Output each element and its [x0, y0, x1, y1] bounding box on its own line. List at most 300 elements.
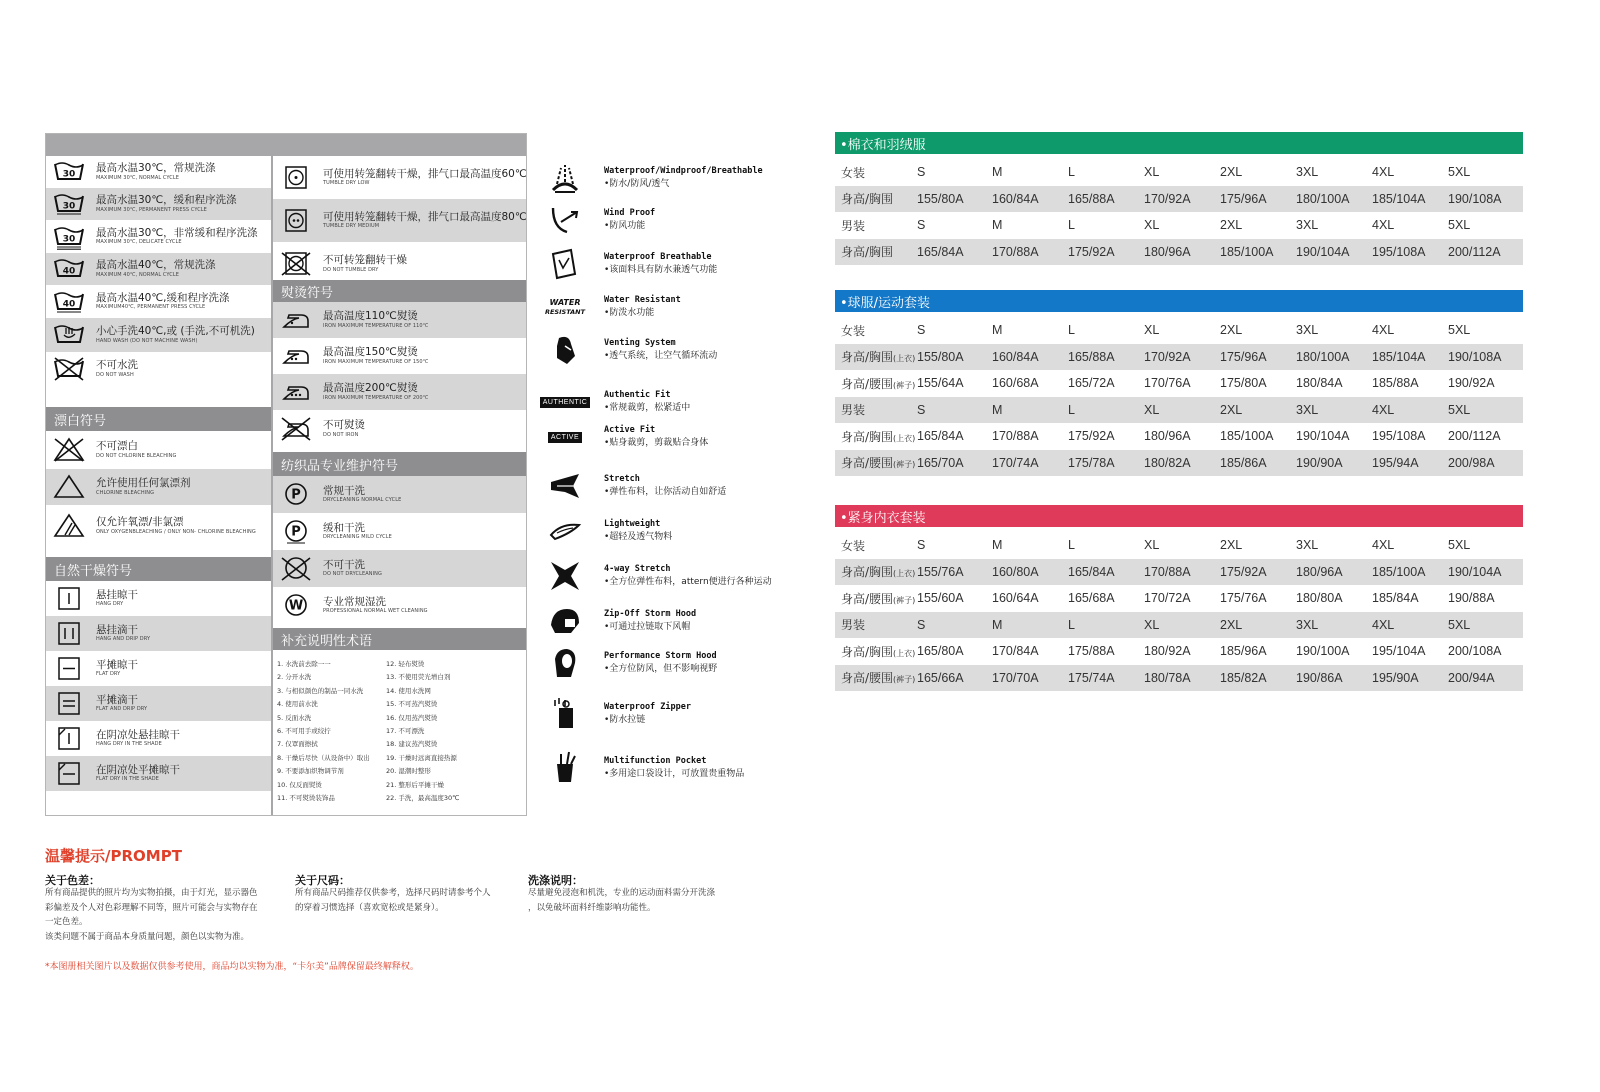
multifunction-pocket-icon — [540, 748, 590, 788]
care-symbol-row — [273, 199, 526, 242]
feature-name: Water Resistant — [604, 295, 681, 306]
feature-description: •可通过拉链取下风帽 — [604, 621, 691, 632]
table-row — [835, 186, 1523, 213]
care-symbol-row — [273, 410, 526, 448]
table-cell: 4XL — [1372, 397, 1448, 424]
do-not-wash-icon — [52, 356, 86, 382]
flat-drip-dry-icon — [52, 691, 86, 717]
table-cell: 170/88A — [1144, 559, 1220, 586]
table-cell: 195/104A — [1372, 644, 1426, 659]
lightweight-icon — [540, 511, 590, 551]
active-fit-icon — [540, 417, 590, 457]
feature-text — [604, 167, 763, 189]
table-cell: 170/74A — [992, 450, 1068, 477]
care-symbol-label: 最高水温40℃，常规洗涤 — [96, 259, 216, 272]
row-label — [835, 159, 917, 186]
feature-item — [540, 466, 726, 506]
table-cell: 2XL — [1220, 218, 1243, 233]
feature-description: •常规裁剪，松紧适中 — [604, 402, 691, 413]
care-symbol-row — [46, 431, 271, 469]
care-symbol-label: 悬挂滴干 — [96, 623, 138, 636]
zip-off-hood-icon — [540, 601, 590, 641]
do-not-tumble-dry-icon — [279, 251, 313, 277]
care-symbol-english: IRON MAXIMUM TEMPERATURE OF 110℃ — [323, 322, 429, 329]
row-label-sub: (上衣) — [893, 433, 916, 443]
feature-text — [604, 253, 717, 275]
feature-name: Stretch — [604, 474, 640, 485]
svg-text:40: 40 — [62, 266, 76, 277]
svg-text:WATER: WATER — [549, 298, 581, 307]
table-cell: 190/108A — [1448, 186, 1523, 213]
table-cell: 175/92A — [1220, 559, 1296, 586]
table-cell: 175/78A — [1068, 450, 1144, 477]
term-item: 21. 整形后平摊干燥 — [386, 780, 444, 789]
table-cell: M — [992, 323, 1003, 338]
table-cell: 175/80A — [1220, 376, 1267, 391]
care-symbol-english: MAXIMUM40℃, PERMANENT PRESS CYCLE — [96, 304, 206, 311]
svg-text:30: 30 — [62, 234, 76, 244]
table-cell: 165/80A — [917, 644, 964, 659]
care-symbol-text — [96, 260, 216, 278]
table-cell: 170/84A — [992, 644, 1039, 659]
care-symbol-row — [46, 318, 271, 352]
care-symbol-english: HAND WASH (DO NOT MACHINE WASH) — [96, 337, 198, 344]
prompt-line: 彩偏差及个人对色彩理解不同等，照片可能会与实物存在 — [45, 902, 258, 913]
svg-text:P: P — [291, 487, 301, 502]
row-label-sub: (上衣) — [893, 354, 916, 364]
table-row — [835, 397, 1523, 424]
feature-description: •透气系统，让空气循环流动 — [604, 350, 718, 361]
size-table-title: •球服/运动套装 — [835, 290, 1523, 312]
care-symbol-text — [323, 255, 407, 273]
term-item: 3. 与相似颜色的制品一同水洗 — [277, 686, 364, 695]
care-symbol-english: DO NOT TUMBLE DRY — [323, 266, 379, 273]
term-item: 13. 不使用荧光增白剂 — [386, 673, 451, 682]
care-symbol-english: MAXIMUM 30℃, NORMAL CYCLE — [96, 174, 180, 181]
row-label — [835, 638, 917, 665]
table-cell: 165/88A — [1068, 186, 1144, 213]
table-cell: L — [1068, 612, 1144, 639]
care-symbol-label: 不可转笼翻转干燥 — [323, 254, 407, 267]
feature-item — [540, 417, 708, 457]
table-cell: XL — [1144, 165, 1160, 180]
natural-dry-section-header: 自然干燥符号 — [46, 557, 271, 581]
size-table — [835, 532, 1523, 691]
table-cell: 180/84A — [1296, 376, 1343, 391]
term-item: 19. 干燥时远离直接热源 — [386, 753, 457, 762]
term-item: 9. 不要添加织物调节剂 — [277, 767, 344, 776]
performance-hood-icon — [540, 643, 590, 683]
feature-text — [604, 757, 744, 779]
table-cell: 170/92A — [1144, 186, 1220, 213]
table-row — [835, 665, 1523, 692]
row-label — [835, 559, 917, 586]
feature-name: Zip-Off Storm Hood — [604, 609, 697, 620]
table-cell: L — [1068, 323, 1075, 338]
hand-wash-icon — [52, 322, 86, 348]
table-cell: 3XL — [1296, 538, 1319, 553]
table-cell: 160/80A — [992, 559, 1068, 586]
feature-item — [540, 511, 672, 551]
feature-name: Lightweight — [604, 519, 661, 530]
care-symbol-label: 最高水温30℃，缓和程序洗涤 — [96, 194, 237, 207]
care-symbol-label: 缓和干洗 — [323, 521, 365, 534]
term-item: 12. 轻布熨烫 — [386, 660, 425, 668]
row-label-text: 身高/腰围 — [841, 671, 894, 686]
bleach-section-header: 漂白符号 — [46, 407, 271, 431]
table-cell: XL — [1144, 612, 1220, 639]
table-cell: S — [917, 165, 926, 180]
table-cell: XL — [1144, 218, 1160, 233]
row-label-sub: (裤子) — [893, 460, 916, 470]
table-row — [835, 450, 1523, 477]
table-cell: 180/96A — [1296, 559, 1372, 586]
table-cell: 2XL — [1220, 612, 1296, 639]
care-symbol-text — [96, 695, 147, 713]
care-symbol-english: PROFESSIONAL NORMAL WET CLEANING — [323, 608, 428, 615]
care-symbol-row — [46, 285, 271, 318]
feature-item — [540, 694, 691, 734]
prompt-line: 该类问题不属于商品本身质量问题，颜色以实物为准。 — [45, 931, 250, 942]
care-symbol-label: 最高温度150℃熨烫 — [323, 346, 418, 359]
table-cell: 165/72A — [1068, 376, 1115, 391]
care-symbol-english: CHLORINE BLEACHING — [96, 489, 155, 496]
disclaimer: *本图册相关图片以及数据仅供参考使用，商品均以实物为准，“卡尔美”品牌保留最终解释权。 — [45, 962, 419, 972]
table-cell: 3XL — [1296, 612, 1372, 639]
table-cell: 155/60A — [917, 591, 964, 606]
table-cell: 160/68A — [992, 376, 1039, 391]
feature-text — [604, 703, 691, 725]
table-cell: 200/112A — [1448, 429, 1501, 444]
care-symbol-label: 小心手洗40℃,或 (手洗,不可机洗) — [96, 325, 255, 338]
table-cell: 170/88A — [992, 239, 1068, 266]
care-symbol-text — [323, 169, 527, 187]
care-symbol-row — [273, 587, 526, 624]
care-symbol-row — [46, 156, 271, 188]
table-cell: 190/100A — [1296, 644, 1350, 659]
do-not-dryclean-icon — [279, 556, 313, 582]
prompt-line: 尽量避免浸泡和机洗，专业的运动面料需分开洗涤 — [528, 888, 716, 898]
row-label-text: 身高/腰围 — [841, 591, 894, 606]
feature-item — [540, 382, 690, 422]
feature-item — [540, 200, 655, 240]
feature-description: •防泼水功能 — [604, 307, 655, 318]
care-symbol-text — [323, 420, 365, 438]
care-symbol-row — [273, 374, 526, 410]
breathable-membrane-icon — [540, 244, 590, 284]
prompt-line: 所有商品尺码推荐仅供参考，选择尺码时请参考个人 — [295, 888, 491, 898]
table-cell: 185/104A — [1372, 344, 1448, 371]
row-label-text: 身高/胸围 — [841, 644, 894, 659]
feature-text — [604, 475, 726, 497]
table-cell: 2XL — [1220, 323, 1243, 338]
care-symbol-row — [46, 721, 271, 756]
table-cell: 180/96A — [1144, 239, 1220, 266]
term-item: 10. 仅反面熨烫 — [277, 780, 322, 789]
table-cell: 5XL — [1448, 323, 1471, 338]
table-cell: 190/104A — [1296, 429, 1350, 444]
drip-dry-icon — [52, 621, 86, 647]
stretch-icon — [540, 466, 590, 506]
row-label-text: 身高/胸围 — [841, 192, 894, 207]
table-cell: XL — [1144, 397, 1220, 424]
row-label-text: 男装 — [841, 618, 866, 633]
term-item: 17. 不可漂洗 — [386, 727, 425, 736]
care-symbol-label: 不可熨烫 — [323, 419, 365, 432]
table-row — [835, 638, 1523, 665]
care-symbol-row — [273, 156, 526, 199]
feature-text — [604, 610, 696, 632]
row-label — [835, 344, 917, 371]
care-symbol-label: 可使用转笼翻转干燥，排气口最高温度80℃ — [323, 210, 527, 223]
term-item: 14. 使用水洗网 — [386, 686, 431, 695]
table-cell: 155/76A — [917, 559, 992, 586]
feature-description: •全方位弹性布料，attern便进行各种运动 — [604, 576, 772, 587]
feature-item — [540, 330, 717, 370]
iron-high-icon — [279, 379, 313, 405]
table-cell: 165/70A — [917, 450, 992, 477]
care-symbol-text — [96, 360, 138, 378]
table-cell: 175/88A — [1068, 644, 1115, 659]
row-label-sub: (上衣) — [893, 648, 916, 658]
care-symbol-text — [96, 730, 180, 748]
care-symbol-row — [46, 756, 271, 791]
table-cell: M — [992, 165, 1003, 180]
row-label-text: 身高/腰围 — [841, 376, 894, 391]
tumble-dry-low-icon — [279, 165, 313, 191]
care-symbol-english: HANG AND DRIP DRY — [96, 636, 151, 643]
bleach-allowed-icon — [52, 474, 86, 500]
row-label-sub: (裤子) — [893, 675, 916, 685]
size-table-title: •棉衣和羽绒服 — [835, 132, 1523, 154]
table-cell: 5XL — [1448, 612, 1523, 639]
row-label — [835, 239, 917, 266]
table-cell: S — [917, 538, 926, 553]
feature-description: •超轻及透气物料 — [604, 531, 673, 542]
table-row — [835, 344, 1523, 371]
care-symbol-text — [323, 560, 382, 578]
care-symbol-text — [323, 597, 428, 615]
table-cell: 4XL — [1372, 323, 1395, 338]
care-symbol-label: 仅允许氧漂/非氯漂 — [96, 516, 184, 529]
feature-item — [540, 601, 696, 641]
care-symbol-text — [323, 486, 401, 504]
care-symbol-label: 在阴凉处平摊晾干 — [96, 763, 180, 776]
feature-text — [604, 565, 772, 587]
color-note-title: 关于色差： — [45, 874, 100, 887]
care-symbol-english: MAXIMUM 30℃, DELICATE CYCLE — [96, 239, 182, 246]
feature-description: •防风功能 — [604, 220, 646, 231]
wash-30-icon — [52, 159, 86, 185]
table-cell: M — [992, 397, 1068, 424]
table-cell: 180/80A — [1296, 591, 1343, 606]
care-symbol-label: 最高水温30℃，非常缓和程序洗涤 — [96, 226, 258, 239]
feature-description: •防水拉链 — [604, 714, 646, 725]
care-symbol-text — [96, 326, 255, 344]
table-cell: 3XL — [1296, 165, 1319, 180]
feature-text — [604, 296, 681, 318]
table-row — [835, 423, 1523, 450]
table-row — [835, 159, 1523, 186]
feature-item — [540, 244, 717, 284]
venting-system-icon — [540, 330, 590, 370]
table-cell: 175/74A — [1068, 665, 1144, 692]
feature-text — [604, 426, 708, 448]
wash-40-icon — [52, 256, 86, 282]
care-symbol-text — [96, 590, 138, 608]
table-cell: 200/94A — [1448, 665, 1523, 692]
feature-text — [604, 652, 717, 674]
care-symbol-text — [96, 228, 258, 246]
table-cell: 190/92A — [1448, 376, 1495, 391]
row-label-text: 男装 — [841, 403, 866, 418]
four-way-stretch-icon — [540, 556, 590, 596]
table-cell: 185/88A — [1372, 376, 1419, 391]
table-cell: 170/72A — [1144, 591, 1191, 606]
care-symbol-text — [323, 212, 527, 230]
terms-list-right — [386, 658, 459, 805]
table-cell: L — [1068, 538, 1075, 553]
term-item: 2. 分开水洗 — [277, 673, 312, 682]
feature-item — [540, 158, 763, 198]
svg-text:30: 30 — [62, 169, 76, 180]
care-symbol-row — [46, 188, 271, 220]
flat-dry-icon — [52, 656, 86, 682]
table-cell: 165/84A — [917, 429, 964, 444]
care-symbol-label: 平摊晾干 — [96, 658, 138, 671]
care-symbol-english: TUMBLE DRY MEDIUM — [323, 223, 380, 230]
row-label — [835, 532, 917, 559]
wash-note-title: 洗涤说明： — [528, 874, 583, 887]
care-symbol-text — [96, 517, 256, 535]
table-row — [835, 532, 1523, 559]
row-label-text: 男装 — [841, 218, 866, 233]
table-cell: 4XL — [1372, 218, 1395, 233]
term-item: 20. 湿潮时整形 — [386, 767, 431, 776]
prompt-title: 温馨提示/PROMPT — [45, 847, 182, 865]
table-cell: 200/112A — [1448, 239, 1523, 266]
care-symbol-row — [46, 253, 271, 285]
care-symbol-text — [96, 765, 180, 783]
terms-list-left — [277, 658, 370, 805]
table-cell: 2XL — [1220, 397, 1296, 424]
wash-30-permanent-press-icon — [52, 191, 86, 217]
feature-name: 4-way Stretch — [604, 564, 671, 575]
do-not-iron-icon — [279, 416, 313, 442]
table-cell: XL — [1144, 538, 1160, 553]
table-cell: 5XL — [1448, 165, 1471, 180]
table-cell: 165/68A — [1068, 591, 1115, 606]
care-symbol-english: DRYCLEANING MILD CYCLE — [323, 534, 392, 541]
table-cell: 5XL — [1448, 538, 1471, 553]
care-symbol-english: DO NOT IRON — [323, 431, 359, 438]
feature-name: Wind Proof — [604, 208, 656, 219]
feature-name: Waterproof/Windproof/Breathable — [604, 166, 763, 177]
feature-name: Active Fit — [604, 425, 656, 436]
care-symbol-row — [46, 469, 271, 505]
care-symbol-english: DRYCLEANING NORMAL CYCLE — [323, 497, 402, 504]
professional-care-section-header: 纺织品专业维护符号 — [273, 452, 526, 476]
table-cell: 155/80A — [917, 186, 992, 213]
care-symbol-row — [46, 616, 271, 651]
table-row — [835, 585, 1523, 612]
wash-note-body — [528, 886, 715, 915]
row-label — [835, 186, 917, 213]
feature-logo-text: ACTIVE — [548, 432, 582, 443]
care-symbol-label: 最高温度110℃熨烫 — [323, 310, 418, 323]
feature-item — [540, 556, 772, 596]
size-note-title: 关于尺码： — [295, 874, 350, 887]
care-symbol-english: IRON MAXIMUM TEMPERATURE OF 200℃ — [323, 394, 429, 401]
svg-text:RESISTANT: RESISTANT — [544, 308, 586, 316]
table-cell: 165/88A — [1068, 344, 1144, 371]
table-cell: 190/86A — [1296, 665, 1372, 692]
care-symbol-row — [273, 302, 526, 338]
feature-description: •全方位防风，但不影响视野 — [604, 663, 718, 674]
term-item: 22. 手洗，最高温度30℃ — [386, 794, 460, 803]
table-cell: 180/78A — [1144, 665, 1220, 692]
table-row — [835, 559, 1523, 586]
care-symbol-label: 允许使用任何氯漂剂 — [96, 477, 191, 490]
feature-description: •该面料具有防水兼透气功能 — [604, 264, 718, 275]
table-cell: 4XL — [1372, 538, 1395, 553]
waterproof-breathable-icon — [540, 158, 590, 198]
row-label-text: 女装 — [841, 165, 866, 180]
row-label-text: 身高/胸围 — [841, 350, 894, 365]
care-symbol-label: 常规干洗 — [323, 484, 365, 497]
feature-text — [604, 209, 655, 231]
water-resistant-icon — [540, 287, 590, 327]
table-cell: 3XL — [1296, 397, 1372, 424]
care-symbol-english: ONLY OXYGENBLEACHING / ONLY NON- CHLORINE BLEACHING — [96, 528, 256, 535]
table-cell: 185/96A — [1220, 644, 1267, 659]
non-chlorine-bleach-icon — [52, 513, 86, 539]
table-cell: S — [917, 218, 926, 233]
hang-dry-icon — [52, 586, 86, 612]
feature-text — [604, 339, 717, 361]
table-cell: M — [992, 218, 1003, 233]
care-symbol-english: HANG DRY IN THE SHADE — [96, 741, 162, 748]
size-table — [835, 317, 1523, 476]
table-row — [835, 370, 1523, 397]
table-cell: 180/92A — [1144, 644, 1191, 659]
term-item: 16. 仅用蒸汽熨烫 — [386, 713, 438, 722]
table-cell: 185/104A — [1372, 186, 1448, 213]
table-cell: 4XL — [1372, 165, 1395, 180]
row-label-sub: (裤子) — [893, 595, 916, 605]
table-row — [835, 612, 1523, 639]
feature-item — [540, 643, 717, 683]
table-cell: 155/64A — [917, 376, 964, 391]
table-cell: 195/94A — [1372, 450, 1448, 477]
care-panel-header-bar — [46, 134, 526, 156]
table-row — [835, 212, 1523, 239]
care-symbol-text — [323, 523, 392, 541]
row-label — [835, 585, 917, 612]
row-label — [835, 317, 917, 344]
row-label-text: 身高/胸围 — [841, 245, 894, 260]
table-cell: 175/96A — [1220, 186, 1296, 213]
term-item: 4. 使用前水洗 — [277, 700, 318, 709]
care-symbol-english: DO NOT DRYCLEANING — [323, 571, 382, 578]
care-symbol-label: 专业常规湿洗 — [323, 595, 386, 608]
row-label — [835, 450, 917, 477]
care-symbol-row — [273, 513, 526, 550]
color-note-body — [45, 886, 258, 944]
care-symbol-row — [46, 352, 271, 386]
table-cell: 185/82A — [1220, 665, 1296, 692]
care-symbol-english: DO NOT WASH — [96, 371, 134, 378]
